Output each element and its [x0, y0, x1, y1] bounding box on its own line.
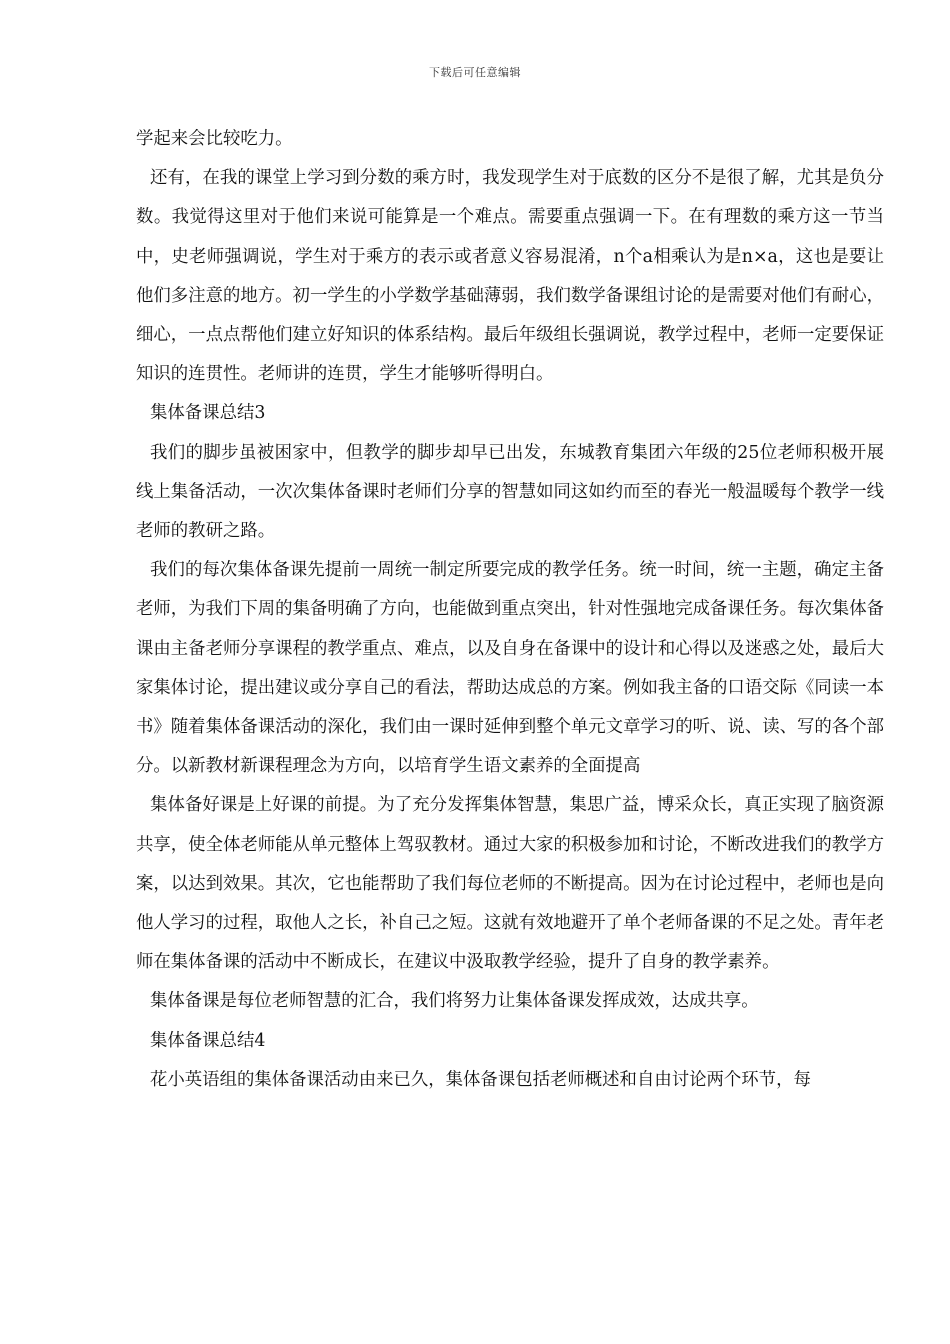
paragraph-continuation: 学起来会比较吃力。 — [136, 129, 293, 149]
paragraph-prep-benefits: 集体备好课是上好课的前提。为了充分发挥集体智慧，集思广益，博采众长，真正实现了脑资源共享，使全体老师能从单元整体上驾驭教材。通过大家的积极参加和讨论，不断改进我们的教学方案，以达到效果。其次，它也能帮助了我们每位老师的不断提高。因为在讨论过程中，老师也是向他人学习的过程，取他人之长，补自己之短。这就有效地避开了单个老师备课的不足之处。青年老师在集体备课的活动中不断成长，在建议中汲取教学经验，提升了自身的教学素养。 — [136, 795, 884, 973]
paragraph-online-prep: 我们的脚步虽被困家中，但教学的脚步却早已出发，东城教育集团六年级的25位老师积极开展线上集备活动，一次次集体备课时老师们分享的智慧如同这如约而至的春光一般温暖每个教学一线老师的教研之路。 — [136, 442, 884, 542]
section-heading-3: 集体备课总结3 — [150, 403, 266, 424]
paragraph-exponent-teaching: 还有，在我的课堂上学习到分数的乘方时，我发现学生对于底数的区分不是很了解，尤其是负分数。我觉得这里对于他们来说可能算是一个难点。需要重点强调一下。在有理数的乘方这一节当中，史老师强调说，学生对于乘方的表示或者意义容易混淆，n个a相乘认为是n×a，这也是要让他们多注意的地方。初一学生的小学数学基础薄弱，我们数学备课组讨论的是需要对他们有耐心，细心，一点点帮他们建立好知识的体系结构。最后年级组长强调说，教学过程中，老师一定要保证知识的连贯性。老师讲的连贯，学生才能够听得明白。 — [136, 168, 884, 385]
paragraph-english-group: 花小英语组的集体备课活动由来已久，集体备课包括老师概述和自由讨论两个环节，每 — [150, 1069, 811, 1090]
paragraph-summary: 集体备课是每位老师智慧的汇合，我们将努力让集体备课发挥成效，达成共享。 — [150, 991, 759, 1012]
document-body — [136, 120, 884, 1100]
page-header: 下载后可任意编辑 — [429, 66, 521, 79]
section-heading-4: 集体备课总结4 — [150, 1030, 266, 1051]
paragraph-weekly-prep: 我们的每次集体备课先提前一周统一制定所要完成的教学任务。统一时间，统一主题，确定主备老师，为我们下周的集备明确了方向，也能做到重点突出，针对性强地完成备课任务。每次集体备课由主备老师分享课程的教学重点、难点，以及自身在备课中的设计和心得以及迷惑之处，最后大家集体讨论，提出建议或分享自己的看法，帮助达成总的方案。例如我主备的口语交际《同读一本书》随着集体备课活动的深化，我们由一课时延伸到整个单元文章学习的听、说、读、写的各个部分。以新教材新课程理念为方向，以培育学生语文素养的全面提高 — [136, 560, 884, 777]
